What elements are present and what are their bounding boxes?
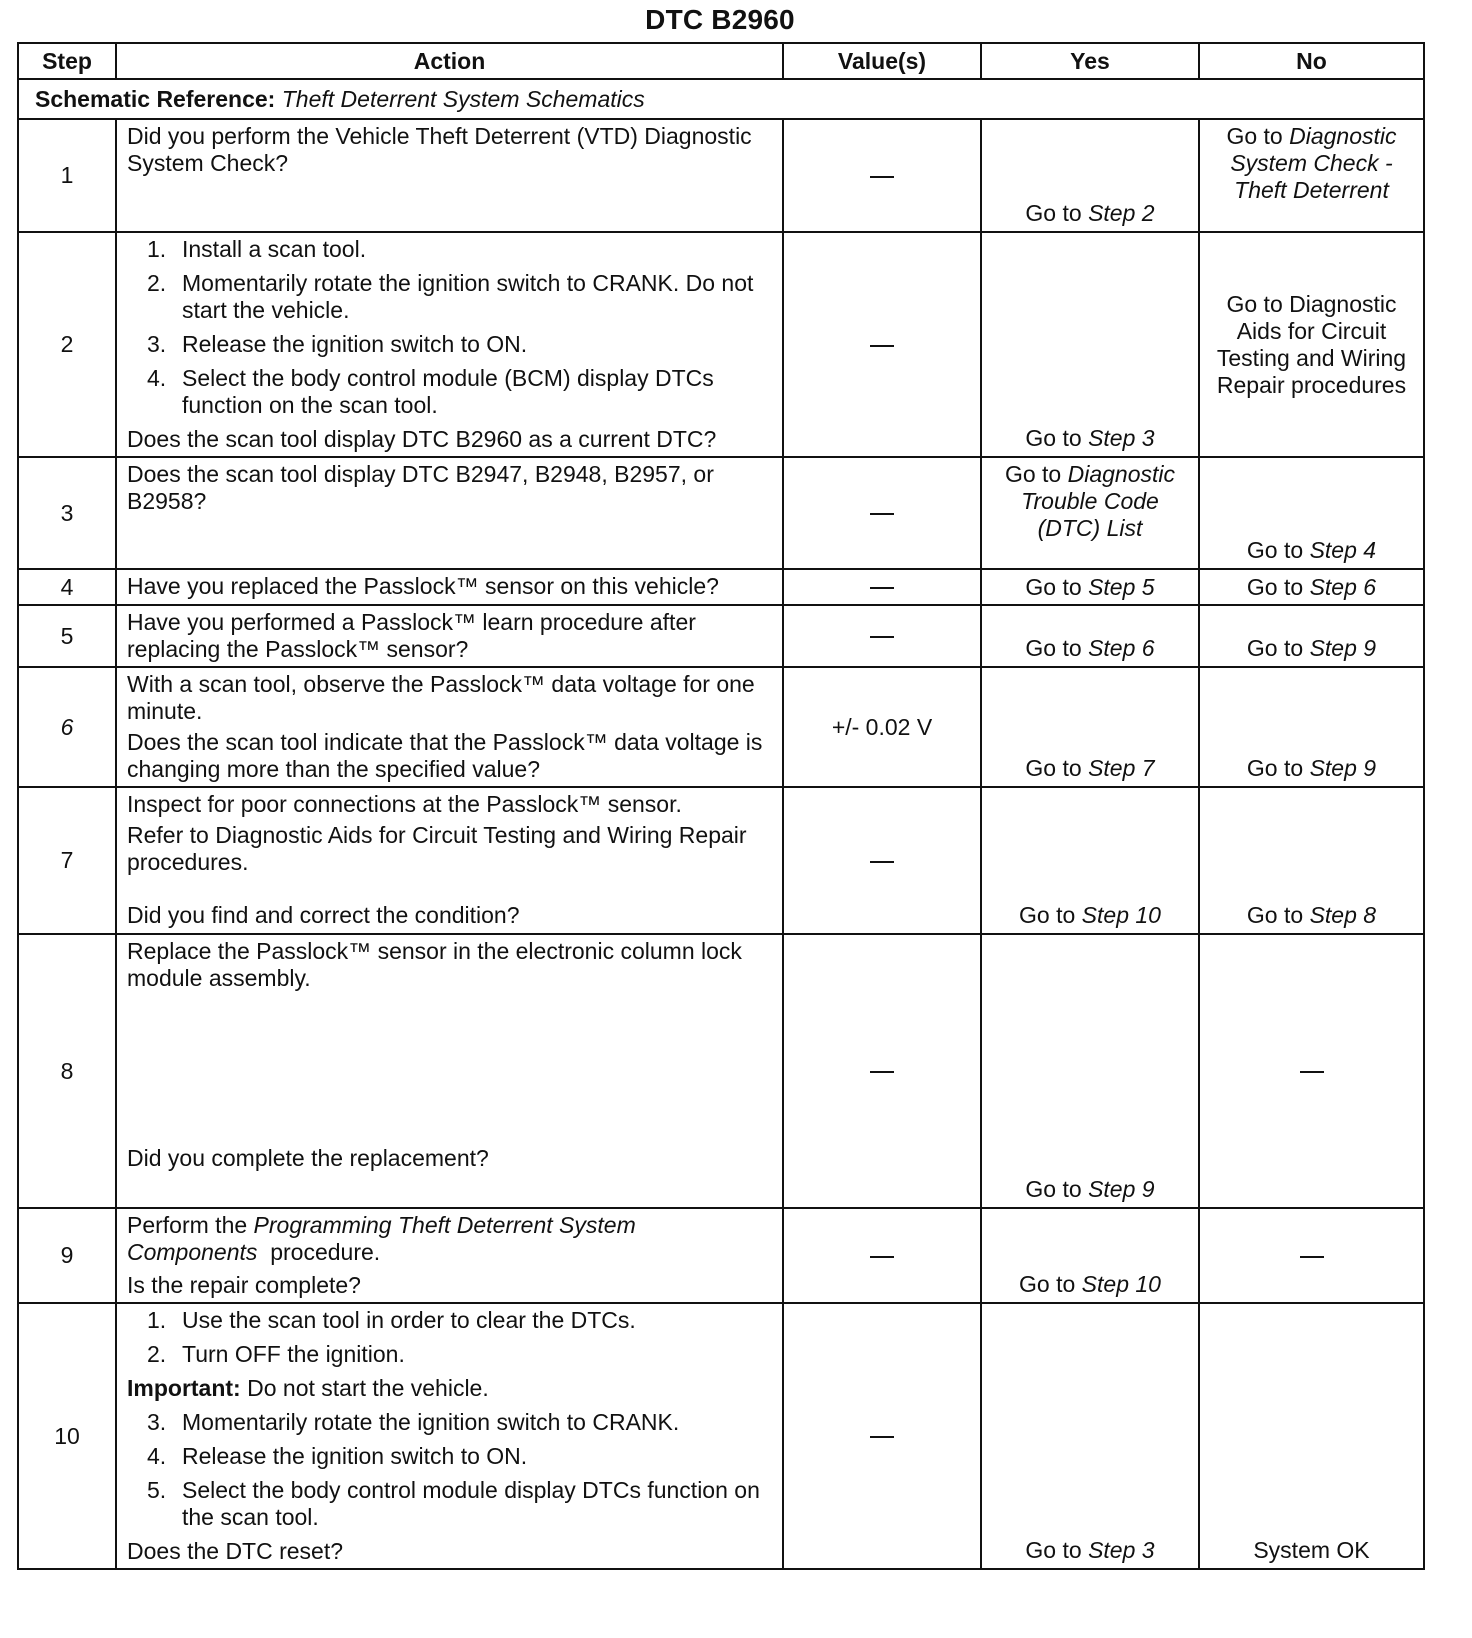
question: Does the scan tool display DTC B2960 as a current DTC? xyxy=(127,426,717,452)
step-number: 10 xyxy=(18,1303,116,1569)
step-number: 6 xyxy=(18,667,116,787)
em-dash-icon xyxy=(870,636,894,638)
no-cell[interactable]: Go to Step 6 xyxy=(1199,569,1424,605)
em-dash-icon xyxy=(870,1436,894,1438)
schematic-reference: Schematic Reference: Theft Deterrent System Schematics xyxy=(18,79,1424,119)
step-number: 9 xyxy=(18,1208,116,1303)
step-number: 4 xyxy=(18,569,116,605)
table-row xyxy=(18,605,1424,667)
list-item: 5. Select the body control module display DTCs function on the scan tool. xyxy=(147,1477,760,1530)
value-cell: +/- 0.02 V xyxy=(783,667,981,787)
action-cell xyxy=(116,1303,783,1569)
yes-cell[interactable]: Go to Step 3 xyxy=(981,232,1199,457)
important-note: Important: Do not start the vehicle. xyxy=(127,1375,489,1401)
procedure-list xyxy=(127,1409,772,1531)
step-number: 7 xyxy=(18,787,116,934)
table-row xyxy=(18,457,1424,569)
schematic-row xyxy=(18,79,1424,119)
action-cell: Inspect for poor connections at the Passlock™ sensor. Refer to Diagnostic Aids for Circuit Testing and Wiring Repair procedures. Did you find and correct the condition? xyxy=(116,787,783,934)
em-dash-icon xyxy=(870,513,894,515)
no-cell[interactable]: Go to Step 9 xyxy=(1199,605,1424,667)
header-no: No xyxy=(1199,43,1424,79)
yes-cell[interactable]: Go to Step 2 xyxy=(981,119,1199,232)
list-item: 2. Momentarily rotate the ignition switch to CRANK. Do not start the vehicle. xyxy=(147,270,754,323)
value-cell xyxy=(783,569,981,605)
table-row xyxy=(18,119,1424,232)
diagnostic-table xyxy=(17,42,1425,1570)
yes-cell[interactable]: Go to Step 10 xyxy=(981,787,1199,934)
yes-cell[interactable]: Go to Step 5 xyxy=(981,569,1199,605)
yes-cell[interactable]: Go to Diagnostic Trouble Code (DTC) List xyxy=(981,457,1199,569)
action-cell: Have you replaced the Passlock™ sensor on this vehicle? xyxy=(116,569,783,605)
procedure-list xyxy=(127,1307,772,1368)
action-cell: Did you perform the Vehicle Theft Deterrent (VTD) Diagnostic System Check? xyxy=(116,119,783,232)
value-cell xyxy=(783,457,981,569)
yes-cell[interactable]: Go to Step 10 xyxy=(981,1208,1199,1303)
em-dash-icon xyxy=(870,1256,894,1258)
action-cell: Does the scan tool display DTC B2947, B2948, B2957, or B2958? xyxy=(116,457,783,569)
page-title: DTC B2960 xyxy=(645,4,795,35)
no-cell[interactable]: Go to Diagnostic Aids for Circuit Testing and Wiring Repair procedures xyxy=(1199,232,1424,457)
no-cell[interactable]: Go to Step 9 xyxy=(1199,667,1424,787)
question: Does the DTC reset? xyxy=(127,1538,344,1564)
em-dash-icon xyxy=(1300,1256,1324,1258)
value-cell xyxy=(783,119,981,232)
table-row xyxy=(18,667,1424,787)
no-cell xyxy=(1199,934,1424,1208)
no-cell: System OK xyxy=(1199,1303,1424,1569)
step-number: 8 xyxy=(18,934,116,1208)
list-item: 1. Use the scan tool in order to clear the DTCs. xyxy=(147,1307,636,1333)
action-cell: With a scan tool, observe the Passlock™ data voltage for one minute. Does the scan tool indicate that the Passlock™ data voltage is changing more than the specified value? xyxy=(116,667,783,787)
value-cell xyxy=(783,1303,981,1569)
em-dash-icon xyxy=(870,176,894,178)
no-cell xyxy=(1199,1208,1424,1303)
yes-cell[interactable]: Go to Step 7 xyxy=(981,667,1199,787)
header-row xyxy=(18,43,1424,79)
list-item: 2. Turn OFF the ignition. xyxy=(147,1341,405,1367)
table-row xyxy=(18,232,1424,457)
value-cell xyxy=(783,232,981,457)
em-dash-icon xyxy=(870,345,894,347)
yes-cell[interactable]: Go to Step 3 xyxy=(981,1303,1199,1569)
table-row xyxy=(18,1208,1424,1303)
value-cell xyxy=(783,934,981,1208)
action-cell: Have you performed a Passlock™ learn procedure after replacing the Passlock™ sensor? xyxy=(116,605,783,667)
em-dash-icon xyxy=(870,861,894,863)
table-row xyxy=(18,1303,1424,1569)
header-step: Step xyxy=(18,43,116,79)
yes-cell[interactable]: Go to Step 6 xyxy=(981,605,1199,667)
em-dash-icon xyxy=(870,1071,894,1073)
list-item: 1. Install a scan tool. xyxy=(147,236,367,262)
action-cell: Replace the Passlock™ sensor in the electronic column lock module assembly. Did you complete the replacement? xyxy=(116,934,783,1208)
value-cell xyxy=(783,605,981,667)
header-values: Value(s) xyxy=(783,43,981,79)
table-row xyxy=(18,569,1424,605)
list-item: 3. Release the ignition switch to ON. xyxy=(147,331,528,357)
action-cell: Perform the Programming Theft Deterrent System Components procedure. Is the repair complete? xyxy=(116,1208,783,1303)
step-number: 1 xyxy=(18,119,116,232)
step-number: 2 xyxy=(18,232,116,457)
action-cell xyxy=(116,232,783,457)
list-item: 3. Momentarily rotate the ignition switch to CRANK. xyxy=(147,1409,680,1435)
no-cell[interactable]: Go to Diagnostic System Check - Theft Deterrent xyxy=(1199,119,1424,232)
value-cell xyxy=(783,787,981,934)
list-item: 4. Release the ignition switch to ON. xyxy=(147,1443,528,1469)
table-row xyxy=(18,787,1424,934)
no-cell[interactable]: Go to Step 4 xyxy=(1199,457,1424,569)
value-cell xyxy=(783,1208,981,1303)
header-action: Action xyxy=(116,43,783,79)
list-item: 4. Select the body control module (BCM) display DTCs function on the scan tool. xyxy=(147,365,714,418)
em-dash-icon xyxy=(1300,1071,1324,1073)
step-number: 5 xyxy=(18,605,116,667)
no-cell[interactable]: Go to Step 8 xyxy=(1199,787,1424,934)
table-row xyxy=(18,934,1424,1208)
procedure-list xyxy=(127,236,772,419)
header-yes: Yes xyxy=(981,43,1199,79)
step-number: 3 xyxy=(18,457,116,569)
yes-cell[interactable]: Go to Step 9 xyxy=(981,934,1199,1208)
schematic-link[interactable]: Theft Deterrent System Schematics xyxy=(281,85,645,112)
em-dash-icon xyxy=(870,587,894,589)
